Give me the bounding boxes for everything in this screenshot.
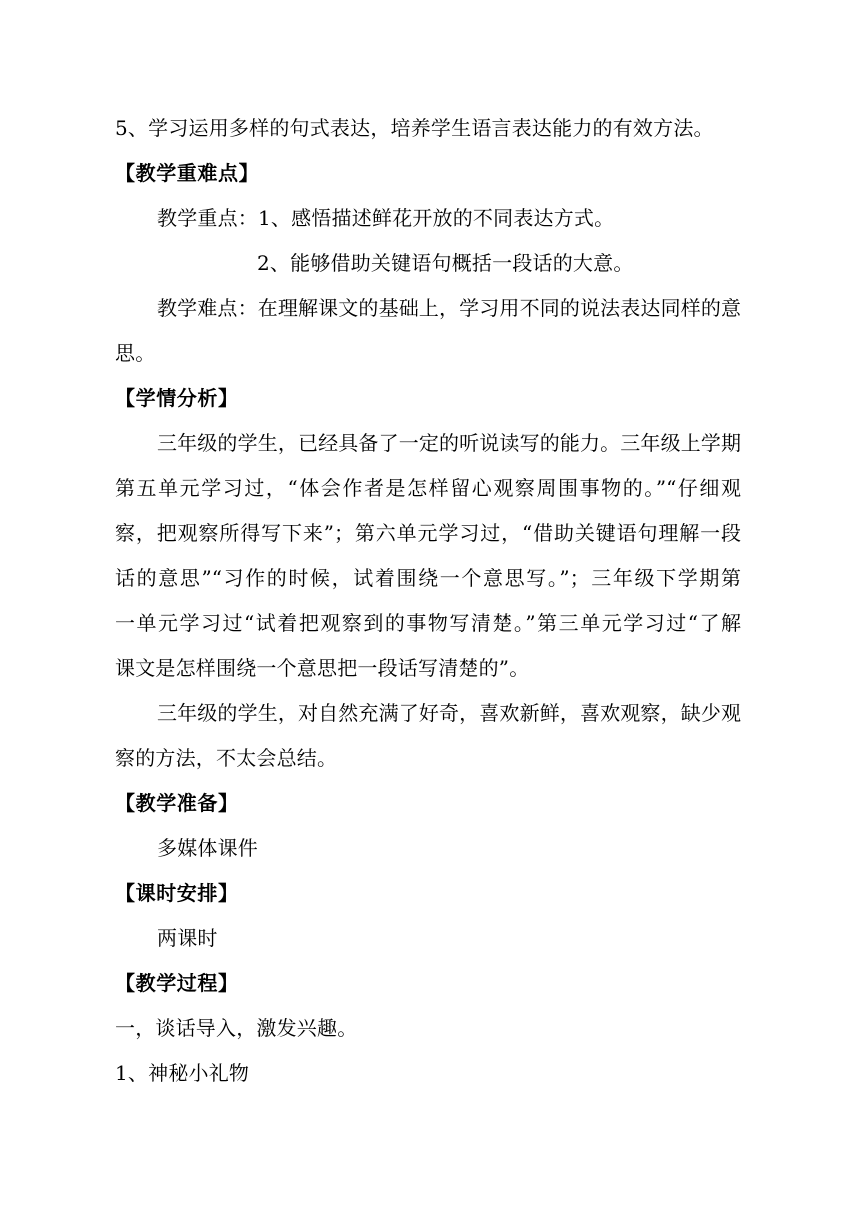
heading-preparation: 【教学准备】 [115, 791, 239, 815]
schedule-content: 两课时 [157, 926, 218, 950]
teaching-difficulty-line-1: 教学难点：在理解课文的基础上，学习用不同的说法表达同样的意 [157, 296, 741, 320]
heading-schedule: 【课时安排】 [115, 881, 239, 905]
teaching-goal-5: 5、学习运用多样的句式表达，培养学生语言表达能力的有效方法。 [115, 116, 714, 140]
heading-student-analysis: 【学情分析】 [115, 386, 239, 410]
heading-key-points: 【教学重难点】 [115, 161, 260, 185]
analysis-para1-line-3: 察，把观察所得写下来”；第六单元学习过，“借助关键语句理解一段 [115, 521, 741, 545]
preparation-content: 多媒体课件 [157, 836, 258, 860]
analysis-para1-line-6: 课文是怎样围绕一个意思把一段话写清楚的”。 [115, 656, 530, 680]
process-step-1: 一，谈话导入，激发兴趣。 [115, 1016, 358, 1040]
analysis-para1-line-5: 一单元学习过“试着把观察到的事物写清楚。”第三单元学习过“了解 [115, 611, 741, 635]
teaching-difficulty-line-2: 思。 [115, 341, 156, 365]
process-step-1-1: 1、神秘小礼物 [115, 1061, 250, 1085]
analysis-para2-line-1: 三年级的学生，对自然充满了好奇，喜欢新鲜，喜欢观察，缺少观 [157, 701, 741, 725]
analysis-para2-line-2: 察的方法，不太会总结。 [115, 746, 338, 770]
teaching-focus-2: 2、能够借助关键语句概括一段话的大意。 [257, 251, 634, 275]
analysis-para1-line-4: 话的意思”“习作的时候，试着围绕一个意思写。”；三年级下学期第 [115, 566, 741, 590]
heading-teaching-process: 【教学过程】 [115, 971, 239, 995]
analysis-para1-line-1: 三年级的学生，已经具备了一定的听说读写的能力。三年级上学期 [157, 431, 741, 455]
teaching-focus-1: 教学重点：1、感悟描述鲜花开放的不同表达方式。 [157, 206, 615, 230]
analysis-para1-line-2: 第五单元学习过，“体会作者是怎样留心观察周围事物的。”“仔细观 [115, 476, 741, 500]
